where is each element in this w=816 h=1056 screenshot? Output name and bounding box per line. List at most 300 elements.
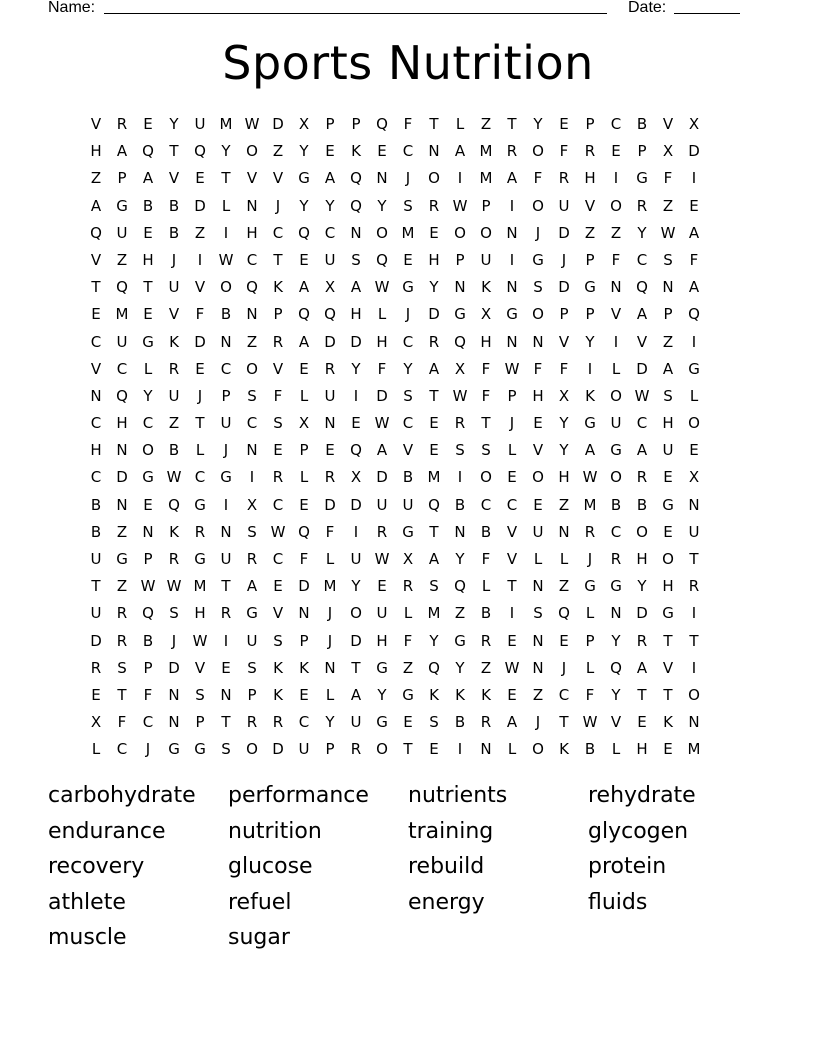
- grid-letter: E: [377, 577, 387, 596]
- word-list-item: sugar: [228, 925, 290, 951]
- student-info-line: [48, 0, 748, 20]
- grid-letter: B: [454, 495, 466, 514]
- grid-letter: H: [376, 631, 388, 650]
- grid-letter: O: [246, 740, 258, 759]
- grid-letter: E: [637, 713, 647, 732]
- grid-letter: A: [376, 441, 388, 460]
- grid-letter: I: [691, 604, 697, 623]
- grid-letter: Z: [558, 577, 570, 596]
- grid-letter: G: [116, 550, 128, 568]
- grid-letter: U: [90, 604, 102, 623]
- grid-letter: T: [403, 740, 413, 759]
- grid-letter: P: [455, 250, 465, 269]
- grid-letter: D: [428, 305, 440, 324]
- grid-letter: F: [611, 250, 621, 269]
- word-list-item: muscle: [48, 925, 127, 951]
- grid-letter: E: [507, 631, 517, 650]
- grid-letter: Q: [558, 604, 570, 623]
- word-list-item: energy: [408, 889, 485, 915]
- grid-letter: Y: [403, 359, 413, 378]
- grid-letter: Y: [611, 631, 621, 650]
- grid-letter: G: [116, 196, 128, 215]
- grid-row: [83, 464, 733, 491]
- grid-letter: Q: [298, 223, 310, 242]
- grid-letter: G: [194, 550, 206, 568]
- grid-letter: R: [272, 468, 284, 487]
- grid-letter: R: [558, 169, 570, 188]
- grid-letter: L: [403, 604, 413, 623]
- grid-letter: N: [454, 522, 466, 541]
- grid-letter: G: [688, 359, 700, 378]
- grid-letter: G: [636, 169, 648, 188]
- grid-letter: O: [532, 305, 544, 324]
- date-label: Date:: [628, 0, 667, 16]
- grid-letter: R: [324, 359, 336, 378]
- grid-letter: J: [535, 713, 541, 732]
- grid-letter: C: [636, 414, 648, 433]
- grid-letter: R: [636, 468, 648, 487]
- grid-row: [83, 165, 733, 192]
- grid-letter: Q: [428, 658, 440, 677]
- grid-letter: B: [168, 223, 180, 242]
- grid-letter: E: [195, 169, 205, 188]
- grid-letter: D: [298, 577, 310, 596]
- grid-letter: S: [169, 604, 179, 623]
- grid-letter: L: [325, 550, 335, 568]
- grid-letter: U: [324, 250, 336, 269]
- grid-letter: J: [171, 250, 177, 269]
- grid-letter: R: [506, 142, 518, 161]
- word-list-item: protein: [588, 854, 667, 880]
- grid-letter: E: [143, 305, 153, 324]
- grid-letter: B: [636, 495, 648, 514]
- grid-letter: G: [662, 495, 674, 514]
- grid-letter: A: [428, 359, 440, 378]
- grid-letter: O: [688, 414, 700, 433]
- grid-letter: U: [90, 550, 102, 568]
- grid-letter: I: [353, 522, 359, 541]
- grid-letter: M: [427, 468, 441, 487]
- grid-letter: S: [429, 713, 439, 732]
- grid-letter: O: [480, 223, 492, 242]
- grid-letter: Y: [377, 685, 387, 704]
- grid-letter: K: [455, 685, 465, 704]
- grid-letter: O: [376, 223, 388, 242]
- grid-letter: M: [479, 169, 493, 188]
- grid-letter: E: [429, 414, 439, 433]
- grid-letter: T: [663, 631, 673, 650]
- grid-letter: N: [220, 685, 232, 704]
- grid-letter: Z: [480, 658, 492, 677]
- grid-letter: Q: [116, 386, 128, 405]
- grid-letter: C: [558, 685, 570, 704]
- grid-letter: X: [350, 468, 362, 487]
- grid-letter: I: [223, 223, 229, 242]
- grid-letter: G: [194, 495, 206, 514]
- grid-letter: R: [168, 550, 180, 568]
- grid-letter: C: [246, 250, 258, 269]
- grid-letter: T: [663, 685, 673, 704]
- grid-letter: O: [480, 468, 492, 487]
- grid-letter: L: [195, 441, 205, 460]
- grid-letter: X: [298, 414, 310, 433]
- grid-letter: C: [246, 414, 258, 433]
- grid-letter: O: [532, 142, 544, 161]
- grid-letter: U: [194, 115, 206, 133]
- grid-letter: Z: [116, 577, 128, 596]
- grid-letter: O: [532, 196, 544, 215]
- grid-letter: B: [142, 196, 154, 215]
- grid-letter: P: [143, 658, 153, 677]
- grid-letter: N: [532, 658, 544, 677]
- grid-letter: E: [663, 740, 673, 759]
- grid-letter: D: [272, 740, 284, 759]
- grid-letter: Z: [480, 115, 492, 133]
- grid-letter: C: [272, 550, 284, 568]
- grid-letter: V: [636, 332, 648, 351]
- grid-letter: C: [480, 495, 492, 514]
- grid-row: [83, 437, 733, 464]
- grid-letter: Q: [454, 332, 466, 351]
- grid-letter: O: [246, 359, 258, 378]
- grid-row: [83, 736, 733, 763]
- grid-letter: T: [689, 550, 699, 568]
- grid-letter: T: [143, 278, 153, 297]
- grid-letter: P: [247, 685, 257, 704]
- grid-letter: K: [585, 386, 595, 405]
- grid-letter: O: [350, 604, 362, 623]
- grid-letter: G: [246, 604, 258, 623]
- grid-letter: S: [247, 658, 257, 677]
- grid-letter: I: [509, 250, 515, 269]
- grid-letter: K: [481, 685, 491, 704]
- grid-letter: N: [350, 223, 362, 242]
- grid-letter: A: [584, 441, 596, 460]
- grid-letter: T: [559, 713, 569, 732]
- grid-letter: Y: [455, 550, 465, 568]
- grid-letter: W: [166, 468, 182, 487]
- grid-letter: Q: [636, 278, 648, 297]
- grid-letter: N: [246, 441, 258, 460]
- grid-letter: A: [636, 441, 648, 460]
- grid-letter: R: [272, 332, 284, 351]
- grid-letter: V: [246, 169, 258, 188]
- grid-letter: T: [351, 658, 361, 677]
- grid-letter: Y: [533, 115, 543, 133]
- grid-letter: B: [402, 468, 414, 487]
- grid-letter: G: [610, 441, 622, 460]
- grid-letter: G: [194, 740, 206, 759]
- grid-letter: P: [325, 115, 335, 133]
- grid-letter: K: [299, 658, 309, 677]
- grid-letter: Y: [559, 441, 569, 460]
- grid-letter: N: [532, 577, 544, 596]
- grid-letter: N: [610, 604, 622, 623]
- grid-letter: S: [455, 441, 465, 460]
- grid-letter: L: [533, 550, 543, 568]
- grid-letter: O: [220, 278, 232, 297]
- grid-letter: V: [272, 359, 284, 378]
- grid-letter: P: [663, 305, 673, 324]
- grid-letter: J: [223, 441, 229, 460]
- grid-letter: N: [506, 278, 518, 297]
- grid-letter: D: [272, 115, 284, 133]
- grid-letter: X: [246, 495, 258, 514]
- grid-letter: O: [532, 740, 544, 759]
- grid-letter: N: [558, 522, 570, 541]
- grid-letter: M: [193, 577, 207, 596]
- grid-letter: I: [509, 196, 515, 215]
- grid-letter: S: [221, 740, 231, 759]
- grid-row: [83, 220, 733, 247]
- grid-letter: T: [221, 169, 231, 188]
- grid-letter: S: [273, 414, 283, 433]
- grid-letter: V: [168, 305, 180, 324]
- grid-letter: H: [90, 142, 102, 161]
- grid-letter: L: [455, 115, 465, 133]
- grid-letter: K: [481, 278, 491, 297]
- grid-letter: I: [223, 631, 229, 650]
- grid-letter: U: [168, 278, 180, 297]
- grid-letter: B: [480, 604, 492, 623]
- word-list-item: nutrition: [228, 818, 322, 844]
- grid-letter: I: [457, 169, 463, 188]
- grid-letter: S: [663, 250, 673, 269]
- grid-letter: H: [636, 740, 648, 759]
- grid-letter: N: [506, 332, 518, 351]
- grid-letter: O: [688, 685, 700, 704]
- grid-letter: J: [405, 305, 411, 324]
- grid-letter: R: [610, 550, 622, 568]
- grid-letter: W: [582, 713, 598, 732]
- grid-letter: V: [272, 604, 284, 623]
- grid-letter: C: [298, 713, 310, 732]
- grid-letter: Q: [428, 495, 440, 514]
- grid-letter: E: [325, 142, 335, 161]
- grid-letter: I: [457, 468, 463, 487]
- grid-letter: K: [351, 142, 361, 161]
- grid-letter: K: [273, 658, 283, 677]
- grid-letter: V: [90, 115, 102, 133]
- grid-letter: E: [91, 685, 101, 704]
- word-list-item: athlete: [48, 889, 126, 915]
- grid-letter: T: [169, 142, 179, 161]
- grid-letter: L: [689, 386, 699, 405]
- grid-letter: Z: [662, 332, 674, 351]
- grid-letter: M: [479, 142, 493, 161]
- grid-letter: T: [91, 278, 101, 297]
- grid-letter: S: [429, 577, 439, 596]
- grid-letter: G: [506, 305, 518, 324]
- grid-letter: M: [219, 115, 233, 133]
- grid-row: [83, 546, 733, 573]
- grid-letter: F: [273, 386, 283, 405]
- grid-letter: K: [273, 278, 283, 297]
- grid-letter: R: [324, 468, 336, 487]
- grid-letter: C: [324, 223, 336, 242]
- grid-letter: B: [168, 196, 180, 215]
- grid-letter: X: [688, 468, 700, 487]
- grid-row: [83, 356, 733, 383]
- grid-letter: L: [507, 441, 517, 460]
- word-list-row: [48, 922, 768, 958]
- grid-letter: V: [272, 169, 284, 188]
- grid-letter: Z: [610, 223, 622, 242]
- grid-letter: G: [376, 713, 388, 732]
- grid-letter: W: [582, 468, 598, 487]
- grid-letter: I: [613, 332, 619, 351]
- grid-letter: U: [116, 223, 128, 242]
- grid-letter: U: [376, 604, 388, 623]
- grid-letter: P: [585, 250, 595, 269]
- grid-letter: F: [195, 305, 205, 324]
- grid-letter: S: [403, 386, 413, 405]
- grid-letter: I: [691, 658, 697, 677]
- grid-letter: C: [142, 414, 154, 433]
- grid-letter: Z: [454, 604, 466, 623]
- grid-letter: T: [689, 631, 699, 650]
- grid-letter: E: [273, 577, 283, 596]
- grid-letter: A: [428, 550, 440, 568]
- grid-row: [83, 519, 733, 546]
- grid-letter: C: [610, 522, 622, 541]
- grid-letter: B: [90, 522, 102, 541]
- grid-letter: A: [636, 658, 648, 677]
- grid-letter: A: [350, 685, 362, 704]
- word-list-item: performance: [228, 783, 369, 808]
- grid-letter: A: [246, 577, 258, 596]
- page-title: Sports Nutrition: [222, 36, 594, 90]
- grid-letter: G: [142, 332, 154, 351]
- grid-letter: E: [91, 305, 101, 324]
- grid-letter: N: [376, 169, 388, 188]
- grid-letter: Y: [637, 577, 647, 596]
- name-blank-line: [104, 13, 607, 14]
- grid-letter: O: [454, 223, 466, 242]
- grid-letter: Q: [324, 305, 336, 324]
- grid-letter: H: [558, 468, 570, 487]
- grid-letter: V: [662, 115, 674, 133]
- grid-letter: L: [559, 550, 569, 568]
- grid-letter: O: [610, 386, 622, 405]
- grid-letter: L: [507, 740, 517, 759]
- grid-letter: Q: [298, 305, 310, 324]
- word-list-item: glucose: [228, 854, 313, 880]
- grid-letter: H: [246, 223, 258, 242]
- grid-letter: Z: [168, 414, 180, 433]
- grid-letter: X: [480, 305, 492, 324]
- grid-letter: N: [532, 332, 544, 351]
- grid-letter: O: [662, 550, 674, 568]
- grid-letter: E: [559, 115, 569, 133]
- grid-letter: A: [662, 359, 674, 378]
- grid-letter: U: [116, 332, 128, 351]
- grid-letter: Y: [585, 332, 595, 351]
- grid-letter: Q: [298, 522, 310, 541]
- grid-letter: J: [405, 169, 411, 188]
- grid-letter: W: [660, 223, 676, 242]
- grid-letter: Q: [610, 658, 622, 677]
- grid-letter: H: [116, 414, 128, 433]
- grid-letter: A: [506, 169, 518, 188]
- grid-letter: C: [90, 414, 102, 433]
- grid-letter: Q: [194, 142, 206, 161]
- grid-letter: A: [142, 169, 154, 188]
- grid-letter: I: [457, 740, 463, 759]
- grid-letter: Y: [299, 142, 309, 161]
- grid-letter: D: [376, 468, 388, 487]
- grid-letter: Y: [221, 142, 231, 161]
- grid-letter: I: [197, 250, 203, 269]
- grid-letter: S: [195, 685, 205, 704]
- grid-row: [83, 329, 733, 356]
- grid-letter: U: [376, 495, 388, 514]
- grid-letter: E: [273, 441, 283, 460]
- grid-letter: C: [116, 359, 128, 378]
- grid-letter: D: [194, 196, 206, 215]
- grid-letter: E: [143, 495, 153, 514]
- grid-letter: D: [324, 495, 336, 514]
- grid-letter: T: [221, 713, 231, 732]
- grid-row: [83, 600, 733, 627]
- grid-letter: N: [454, 278, 466, 297]
- grid-letter: A: [454, 142, 466, 161]
- grid-letter: U: [220, 414, 232, 433]
- grid-letter: U: [532, 522, 544, 541]
- grid-letter: F: [299, 550, 309, 568]
- grid-letter: Z: [558, 495, 570, 514]
- grid-letter: Y: [351, 359, 361, 378]
- grid-letter: E: [351, 414, 361, 433]
- grid-row: [83, 709, 733, 736]
- grid-letter: J: [509, 414, 515, 433]
- grid-letter: X: [90, 713, 102, 732]
- grid-letter: Q: [142, 604, 154, 623]
- grid-letter: Y: [377, 196, 387, 215]
- grid-letter: F: [533, 359, 543, 378]
- grid-letter: G: [220, 468, 232, 487]
- grid-letter: E: [429, 441, 439, 460]
- grid-letter: D: [558, 223, 570, 242]
- grid-letter: R: [272, 713, 284, 732]
- grid-letter: W: [374, 550, 390, 568]
- grid-letter: R: [636, 196, 648, 215]
- grid-letter: B: [220, 305, 232, 324]
- grid-letter: Y: [143, 386, 153, 405]
- grid-letter: H: [532, 386, 544, 405]
- grid-letter: C: [90, 468, 102, 487]
- grid-letter: U: [558, 196, 570, 215]
- grid-letter: W: [270, 522, 286, 541]
- grid-letter: Q: [688, 305, 700, 324]
- name-label: Name:: [48, 0, 96, 16]
- grid-letter: P: [325, 740, 335, 759]
- grid-letter: C: [402, 414, 414, 433]
- grid-letter: Y: [299, 196, 309, 215]
- grid-letter: U: [662, 441, 674, 460]
- word-list-item: recovery: [48, 854, 145, 880]
- grid-letter: T: [481, 414, 491, 433]
- grid-letter: K: [559, 740, 569, 759]
- grid-letter: E: [403, 713, 413, 732]
- grid-letter: G: [610, 577, 622, 596]
- grid-letter: F: [481, 550, 491, 568]
- grid-letter: R: [688, 577, 700, 596]
- grid-letter: L: [299, 386, 309, 405]
- grid-letter: Z: [584, 223, 596, 242]
- grid-row: [83, 492, 733, 519]
- grid-letter: H: [662, 577, 674, 596]
